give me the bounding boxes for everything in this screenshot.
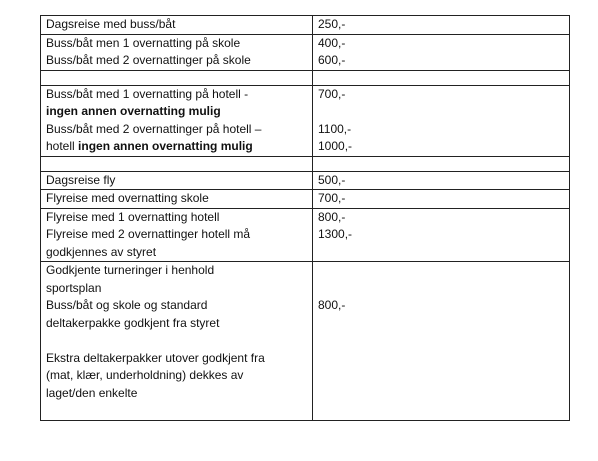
value-text: 600,-	[318, 53, 346, 67]
table-row-empty	[41, 70, 570, 85]
blank-line	[46, 332, 307, 350]
table-row	[41, 16, 570, 35]
label-text: Dagsreise med buss/båt	[46, 17, 176, 31]
row-label	[41, 16, 313, 35]
value-text: 800,-	[318, 209, 346, 224]
empty-cell	[313, 70, 570, 85]
label-text: godkjennes av styret	[46, 244, 157, 259]
row-label	[41, 34, 313, 70]
table-row	[41, 190, 570, 209]
value-text: 700,-	[318, 86, 346, 101]
label-text: Godkjente turneringer i henhold	[46, 263, 215, 277]
label-text: (mat, klær, underholdning) dekkes av	[46, 368, 244, 382]
label-bold-text: ingen annen overnatting mulig	[78, 139, 253, 153]
label-prefix-text: hotell	[46, 139, 79, 153]
blank-line	[318, 280, 564, 298]
table-row-empty	[41, 156, 570, 171]
label-text: Dagsreise fly	[46, 172, 116, 187]
value-text: 1100,-	[318, 121, 352, 136]
row-label	[41, 85, 313, 156]
label-text: sportsplan	[46, 280, 102, 295]
value-text: 250,-	[318, 17, 346, 31]
row-value	[313, 190, 570, 209]
label-text: Flyreise med 2 overnattinger hotell må	[46, 227, 251, 241]
label-text: Buss/båt med 1 overnatting på hotell -	[46, 86, 249, 101]
value-text: 800,-	[318, 298, 346, 312]
value-text: 1300,-	[318, 227, 353, 241]
label-text: Flyreise med 1 overnatting hotell	[46, 209, 220, 224]
row-value	[313, 171, 570, 190]
value-text: 400,-	[318, 35, 346, 50]
row-value	[313, 85, 570, 156]
row-value	[313, 208, 570, 262]
row-value	[313, 34, 570, 70]
table-row	[41, 171, 570, 190]
label-text: deltakerpakke godkjent fra styret	[46, 315, 220, 330]
empty-cell	[41, 70, 313, 85]
table-row	[41, 85, 570, 156]
table-row	[41, 262, 570, 421]
row-label	[41, 262, 313, 421]
label-mixed-line	[46, 138, 307, 156]
row-value	[313, 262, 570, 421]
table-row	[41, 34, 570, 70]
table-row	[41, 208, 570, 262]
label-text: Ekstra deltakerpakker utover godkjent fra	[46, 350, 265, 365]
empty-cell	[41, 156, 313, 171]
blank-line	[318, 103, 564, 121]
row-label	[41, 190, 313, 209]
label-bold-line	[46, 103, 307, 121]
empty-cell	[313, 156, 570, 171]
value-text: 500,-	[318, 172, 346, 187]
label-text: Buss/båt og skole og standard	[46, 298, 208, 312]
row-value	[313, 16, 570, 35]
row-label	[41, 171, 313, 190]
value-text: 1000,-	[318, 139, 353, 153]
label-text: laget/den enkelte	[46, 385, 138, 400]
blank-line	[318, 262, 564, 280]
row-label	[41, 208, 313, 262]
value-text: 700,-	[318, 191, 346, 205]
label-text: Buss/båt men 1 overnatting på skole	[46, 35, 241, 50]
label-text: Flyreise med overnatting skole	[46, 191, 209, 205]
label-text: Buss/båt med 2 overnattinger på skole	[46, 53, 251, 67]
travel-rates-table	[40, 15, 570, 421]
label-text: Buss/båt med 2 overnattinger på hotell –	[46, 121, 262, 136]
label-bold-text: ingen annen overnatting mulig	[46, 104, 221, 118]
